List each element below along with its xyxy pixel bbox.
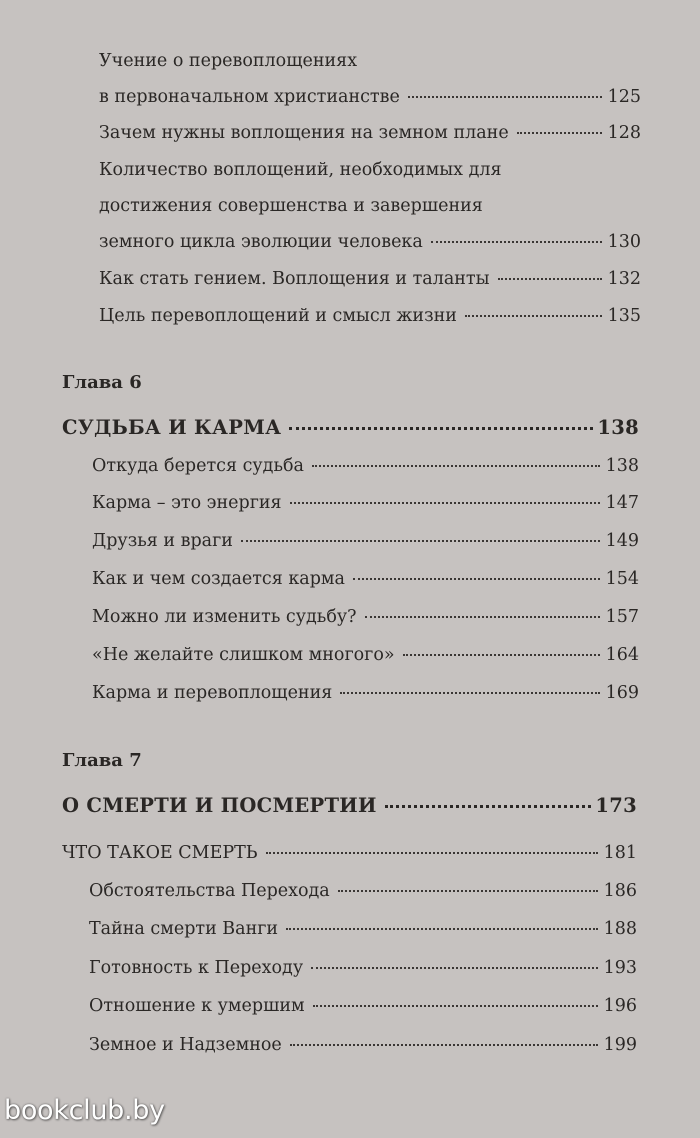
toc-entry-page: 157 bbox=[605, 607, 639, 627]
toc-entry[interactable] bbox=[92, 455, 639, 477]
chapter-label: Глава 6 bbox=[62, 372, 142, 393]
toc-entry-page: 164 bbox=[605, 645, 639, 665]
toc-entry-title: Друзья и враги bbox=[92, 531, 233, 551]
toc-entry[interactable] bbox=[89, 918, 637, 940]
toc-entry-page: 135 bbox=[607, 306, 641, 326]
toc-entry[interactable] bbox=[92, 568, 639, 590]
dot-leader bbox=[312, 465, 600, 467]
chapter-title-entry[interactable] bbox=[62, 794, 637, 818]
chapter-title: О СМЕРТИ И ПОСМЕРТИИ bbox=[62, 794, 377, 817]
toc-entry-page: 125 bbox=[607, 87, 641, 107]
toc-entry-line: Учение о перевоплощениях bbox=[99, 51, 358, 71]
dot-leader bbox=[290, 1044, 598, 1046]
toc-entry-page: 188 bbox=[603, 919, 637, 939]
chapter-title-entry[interactable] bbox=[62, 416, 639, 440]
toc-section-page: 181 bbox=[603, 843, 637, 863]
dot-leader bbox=[266, 852, 598, 854]
toc-entry-page: 199 bbox=[603, 1035, 637, 1055]
toc-entry-title: Карма – это энергия bbox=[92, 493, 282, 513]
dot-leader bbox=[385, 805, 592, 808]
dot-leader bbox=[311, 967, 597, 969]
toc-entry-title: Можно ли изменить судьбу? bbox=[92, 607, 357, 627]
toc-entry-title: Как стать гением. Воплощения и таланты bbox=[99, 269, 490, 289]
chapter-page: 173 bbox=[595, 794, 637, 817]
toc-entry-page: 149 bbox=[605, 531, 639, 551]
chapter-page: 138 bbox=[597, 416, 639, 439]
dot-leader bbox=[465, 315, 602, 317]
toc-entry[interactable] bbox=[99, 268, 641, 290]
watermark: bookclub.by bbox=[4, 1095, 165, 1126]
toc-entry-page: 128 bbox=[607, 123, 641, 143]
toc-entry-title: земного цикла эволюции человека bbox=[99, 232, 423, 252]
dot-leader bbox=[290, 502, 600, 504]
dot-leader bbox=[286, 928, 597, 930]
toc-entry[interactable] bbox=[92, 492, 639, 514]
toc-entry-page: 138 bbox=[605, 456, 639, 476]
toc-entry[interactable] bbox=[89, 995, 637, 1017]
toc-entry[interactable] bbox=[92, 644, 639, 666]
dot-leader bbox=[498, 278, 602, 280]
toc-entry[interactable] bbox=[92, 530, 639, 552]
toc-entry-page: 154 bbox=[605, 569, 639, 589]
dot-leader bbox=[241, 540, 600, 542]
dot-leader bbox=[431, 241, 602, 243]
dot-leader bbox=[408, 96, 602, 98]
toc-entry-line: Количество воплощений, необходимых для bbox=[99, 160, 502, 180]
toc-entry-title: Как и чем создается карма bbox=[92, 569, 345, 589]
toc-entry-title: Зачем нужны воплощения на земном плане bbox=[99, 123, 509, 143]
toc-section-entry[interactable] bbox=[62, 842, 637, 864]
toc-entry-page: 186 bbox=[603, 881, 637, 901]
toc-entry-title: Цель перевоплощений и смысл жизни bbox=[99, 306, 457, 326]
toc-entry-title: в первоначальном христианстве bbox=[99, 87, 400, 107]
toc-entry[interactable] bbox=[99, 122, 641, 144]
toc-entry[interactable] bbox=[92, 682, 639, 704]
toc-entry-title: Карма и перевоплощения bbox=[92, 683, 333, 703]
dot-leader bbox=[313, 1005, 598, 1007]
toc-entry[interactable] bbox=[99, 231, 641, 253]
chapter-label: Глава 7 bbox=[62, 750, 142, 771]
dot-leader bbox=[340, 692, 599, 694]
toc-section-title: ЧТО ТАКОЕ СМЕРТЬ bbox=[62, 843, 258, 863]
toc-entry-page: 132 bbox=[607, 269, 641, 289]
dot-leader bbox=[289, 427, 593, 430]
toc-entry[interactable] bbox=[89, 1034, 637, 1056]
dot-leader bbox=[365, 616, 600, 618]
toc-entry-page: 193 bbox=[603, 958, 637, 978]
toc-entry-page: 147 bbox=[605, 493, 639, 513]
toc-entry-title: Откуда берется судьба bbox=[92, 456, 304, 476]
toc-entry-title: Обстоятельства Перехода bbox=[89, 881, 330, 901]
toc-entry-title: Отношение к умершим bbox=[89, 996, 305, 1016]
toc-entry-page: 196 bbox=[603, 996, 637, 1016]
toc-entry-title: «Не желайте слишком многого» bbox=[92, 645, 395, 665]
toc-entry[interactable] bbox=[89, 957, 637, 979]
toc-entry-page: 169 bbox=[605, 683, 639, 703]
toc-entry[interactable] bbox=[99, 86, 641, 108]
toc-entry-title: Тайна смерти Ванги bbox=[89, 919, 279, 939]
toc-entry-title: Земное и Надземное bbox=[89, 1035, 282, 1055]
toc-entry-title: Готовность к Переходу bbox=[89, 958, 304, 978]
toc-entry[interactable] bbox=[92, 606, 639, 628]
dot-leader bbox=[403, 654, 600, 656]
toc-entry[interactable] bbox=[99, 305, 641, 327]
toc-entry-line: достижения совершенства и завершения bbox=[99, 196, 483, 216]
dot-leader bbox=[517, 132, 602, 134]
chapter-title: СУДЬБА И КАРМА bbox=[62, 416, 282, 439]
dot-leader bbox=[338, 890, 598, 892]
dot-leader bbox=[353, 578, 600, 580]
toc-entry-page: 130 bbox=[607, 232, 641, 252]
toc-entry[interactable] bbox=[89, 880, 637, 902]
